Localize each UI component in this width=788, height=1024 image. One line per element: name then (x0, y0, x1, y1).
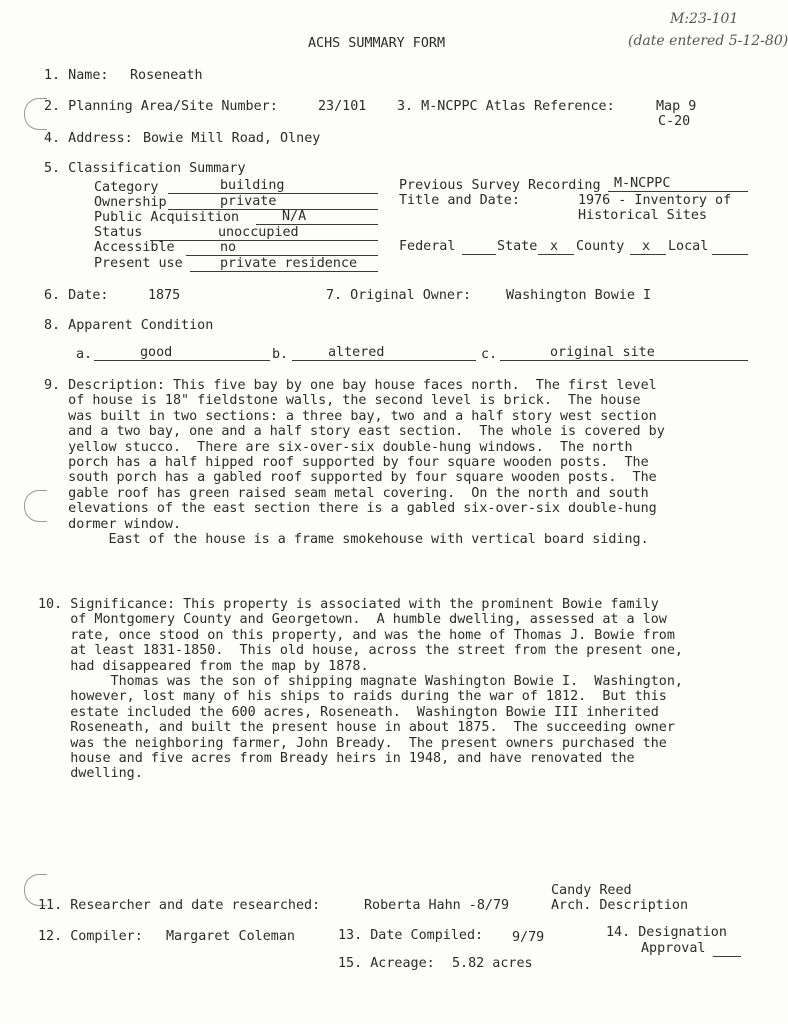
significance-line: house and five acres from Bready heirs in 1948, and have renovated the (38, 751, 635, 766)
significance-line: however, lost many of his ships to raids during the war of 1812. But this (38, 689, 667, 705)
significance-line: rate, once stood on this property, and was the home of Thomas J. Bowie from (38, 627, 675, 643)
significance-line: Roseneath, and built the present house in about 1875. The succeeding owner (38, 720, 675, 736)
description-line: yellow stucco. There are six-over-six double-hung windows. The north (44, 439, 633, 455)
ownership-label: Ownership (94, 195, 167, 210)
second-researcher-name: Candy Reed (551, 883, 632, 898)
condition-b-value: altered (292, 345, 476, 361)
description-line: of house is 18" fieldstone walls, the second level is brick. The house (44, 393, 641, 409)
condition-a-label: a. (76, 347, 93, 362)
compiler-value: Margaret Coleman (166, 929, 295, 944)
description-line: dormer window. (44, 516, 182, 532)
significance-line: 10. Significance: This property is associated with the prominent Bowie family (38, 597, 659, 612)
present-use-label: Present use (94, 256, 183, 271)
federal-label: Federal (399, 239, 456, 254)
significance-line: dwelling. (38, 766, 143, 782)
significance-line: was the neighboring farmer, John Bready. The present owners purchased the (38, 735, 667, 751)
status-value: unoccupied (150, 225, 378, 241)
description-line: south porch has a gabled roof supported by four square wooden posts. The (44, 470, 657, 486)
category-value: building (168, 178, 378, 194)
second-researcher-role: Arch. Description (551, 898, 689, 913)
approval-blank (713, 941, 741, 957)
survey-recording-value: M-NCPPC (608, 176, 748, 192)
accessible-value: no (186, 240, 378, 256)
description-line: was built in two sections: a three bay, two and a half story west section (44, 408, 657, 424)
handwritten-site-number: M:23-101 (670, 11, 739, 27)
description-line: East of the house is a frame smokehouse with vertical board siding. (44, 532, 649, 547)
significance-line: had disappeared from the map by 1878. (38, 658, 369, 674)
description-line: 9. Description: This five bay by one bay house faces north. The first level (44, 378, 657, 393)
planning-area-label: 2. Planning Area/Site Number: (44, 99, 278, 114)
state-label: State (497, 239, 538, 254)
acreage-value: 5.82 acres (452, 956, 533, 971)
local-blank (712, 239, 748, 255)
designation-label: 14. Designation (606, 925, 727, 940)
significance-line: Thomas was the son of shipping magnate Washington Bowie I. Washington, (38, 674, 683, 689)
address-label: 4. Address: (44, 131, 133, 146)
condition-a-value: good (94, 345, 270, 361)
present-use-value: private residence (190, 256, 378, 272)
survey-recording-label: Previous Survey Recording (399, 178, 601, 193)
date-value: 1875 (148, 288, 181, 303)
compiler-label: 12. Compiler: (38, 929, 143, 944)
approval-label: Approval (641, 941, 706, 956)
description-line: elevations of the east section there is a gabled six-over-six double-hung (44, 501, 657, 517)
condition-b-label: b. (272, 347, 289, 362)
classification-label: 5. Classification Summary (44, 161, 246, 176)
address-value: Bowie Mill Road, Olney (143, 131, 321, 146)
description-line: and a two bay, one and a half story east section. The whole is covered by (44, 424, 665, 440)
name-value: Roseneath (130, 68, 203, 83)
date-compiled-label: 13. Date Compiled: (338, 928, 484, 943)
condition-label: 8. Apparent Condition (44, 318, 214, 333)
significance-line: at least 1831-1850. This old house, across the street from the present one, (38, 643, 683, 659)
ownership-value: private (168, 194, 378, 210)
description-line: porch has a half hipped roof supported by four square wooden posts. The (44, 455, 649, 470)
survey-title-value-2: Historical Sites (578, 208, 707, 223)
significance-line: of Montgomery County and Georgetown. A humble dwelling, assessed at a low (38, 612, 667, 628)
survey-title-value: 1976 - Inventory of (578, 193, 732, 208)
date-compiled-value: 9/79 (512, 930, 545, 945)
researcher-label: 11. Researcher and date researched: (38, 898, 321, 913)
county-label: County (576, 239, 625, 254)
accessible-label: Accessible (94, 240, 175, 255)
description-line: gable roof has green raised seam metal covering. On the north and south (44, 485, 649, 501)
category-label: Category (94, 180, 159, 195)
survey-title-label: Title and Date: (399, 193, 520, 208)
original-owner-label: 7. Original Owner: (326, 288, 472, 303)
significance-line: estate included the 600 acres, Roseneath. Washington Bowie III inherited (38, 704, 659, 720)
atlas-reference-label: 3. M-NCPPC Atlas Reference: (397, 99, 615, 114)
condition-c-label: c. (481, 347, 498, 362)
form-title: ACHS SUMMARY FORM (308, 36, 446, 51)
condition-c-value: original site (500, 345, 748, 361)
date-label: 6. Date: (44, 288, 109, 303)
acreage-label: 15. Acreage: (338, 956, 435, 971)
public-acquisition-value: N/A (256, 209, 378, 225)
local-label: Local (668, 239, 709, 254)
researcher-value: Roberta Hahn -8/79 (364, 898, 510, 913)
name-label: 1. Name: (44, 68, 109, 83)
original-owner-value: Washington Bowie I (506, 288, 652, 303)
state-mark: x (538, 239, 574, 255)
county-mark: x (630, 239, 666, 255)
public-acquisition-label: Public Acquisition (94, 210, 240, 225)
atlas-reference-grid: C-20 (658, 114, 691, 129)
atlas-reference-map: Map 9 (656, 99, 697, 114)
federal-blank (462, 239, 496, 255)
status-label: Status (94, 225, 143, 240)
handwritten-date-entered: (date entered 5-12-80) (628, 33, 788, 49)
planning-area-value: 23/101 (318, 99, 367, 114)
